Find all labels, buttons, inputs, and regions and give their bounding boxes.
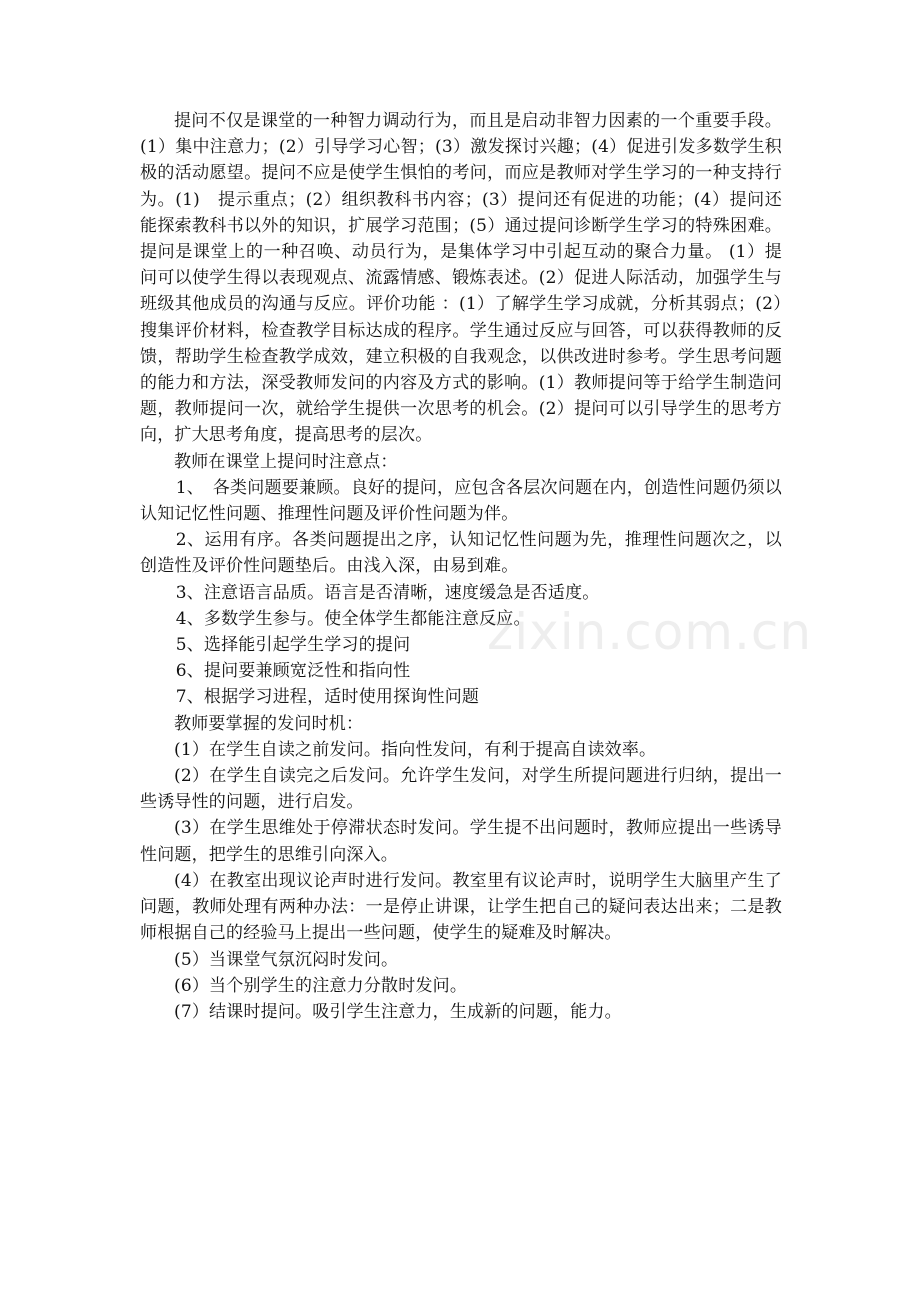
list-item-note-6: 6、提问要兼顾宽泛性和指向性 — [175, 661, 411, 682]
paragraph-heading-timing: 教师要掌握的发问时机： — [174, 713, 364, 734]
paragraph-intro: 提问不仅是课堂的一种智力调动行为，而且是启动非智力因素的一个重要手段。(1）集中注意力；(2）引导学习心智；(3）激发探讨兴趣；(4）促进引发多数学生积极的活动愿望。提问不应是使学生惧怕的考问，而应是教师对学生学习的一种支持行为。(1) 提示重点；(2）组织教科书内容；(3）提问还有促进的功能；(4）提问还能探索教科书以外的知识，扩展学习范围；(5）通过提问诊断学生学习的特殊困难。 提问是课堂上的一种召唤、动员行为，是集体学习中引起互动的聚合力量。 (1）提问可以使学生得以表现观点、流露情感、锻炼表述。(2）促进人际活动，加强学生与班级其他成员的沟通与反应。评价功能 ：(1）了解学生学习成就，分析其弱点；(2）搜集评价材料，检查教学目标达成的程序。学生通过反应与回答，可以获得教师的反馈，帮助学生检查教学成效，建立积极的自我观念，以供改进时参考。学生思考问题的能力和方法，深受教师发问的内容及方式的影响。(1）教师提问等于给学生制造问题，教师提问一次，就给学生提供一次思考的机会。(2）提问可以引导学生的思考方向，扩大思考角度，提高思考的层次。 — [140, 111, 782, 446]
list-item-note-1: 1、 各类问题要兼顾。良好的提问，应包含各层次问题在内，创造性问题仍须以认知记忆性问题、推理性问题及评价性问题为伴。 — [140, 477, 782, 525]
list-item-timing-6: (6）当个别学生的注意力分散时发问。 — [174, 975, 468, 996]
list-item-note-4: 4、多数学生参与。使全体学生都能注意反应。 — [175, 608, 531, 629]
paragraph-heading-notes: 教师在课堂上提问时注意点： — [174, 451, 398, 472]
list-item-note-7: 7、根据学习进程，适时使用探询性问题 — [175, 687, 480, 708]
list-item-timing-7: (7）结课时提问。吸引学生注意力，生成新的问题，能力。 — [174, 1001, 622, 1022]
list-item-note-3: 3、注意语言品质。语言是否清晰，速度缓急是否适度。 — [175, 582, 600, 603]
watermark: zixin.com.cn — [487, 603, 813, 661]
list-item-timing-2: (2）在学生自读完之后发问。允许学生发问，对学生所提问题进行归纳，提出一些诱导性的问题，进行启发。 — [140, 766, 782, 813]
list-item-note-5: 5、选择能引起学生学习的提问 — [175, 635, 411, 656]
list-item-note-2: 2、运用有序。各类问题提出之序，认知记忆性问题为先，推理性问题次之，以创造性及评价性问题垫后。由浅入深，由易到难。 — [140, 530, 782, 577]
document-body — [140, 108, 782, 1025]
list-item-timing-3: (3）在学生思维处于停滞状态时发问。学生提不出问题时，教师应提出一些诱导性问题，把学生的思维引向深入。 — [140, 818, 782, 865]
list-item-timing-1: (1）在学生自读之前发问。指向性发问，有利于提高自读效率。 — [174, 739, 657, 760]
list-item-timing-5: (5）当课堂气氛沉闷时发问。 — [174, 949, 399, 970]
list-item-timing-4: (4）在教室出现议论声时进行发问。教室里有议论声时，说明学生大脑里产生了问题，教师处理有两种办法：一是停止讲课，让学生把自己的疑问表达出来；二是教师根据自己的经验马上提出一些问题，使学生的疑难及时解决。 — [140, 870, 782, 944]
